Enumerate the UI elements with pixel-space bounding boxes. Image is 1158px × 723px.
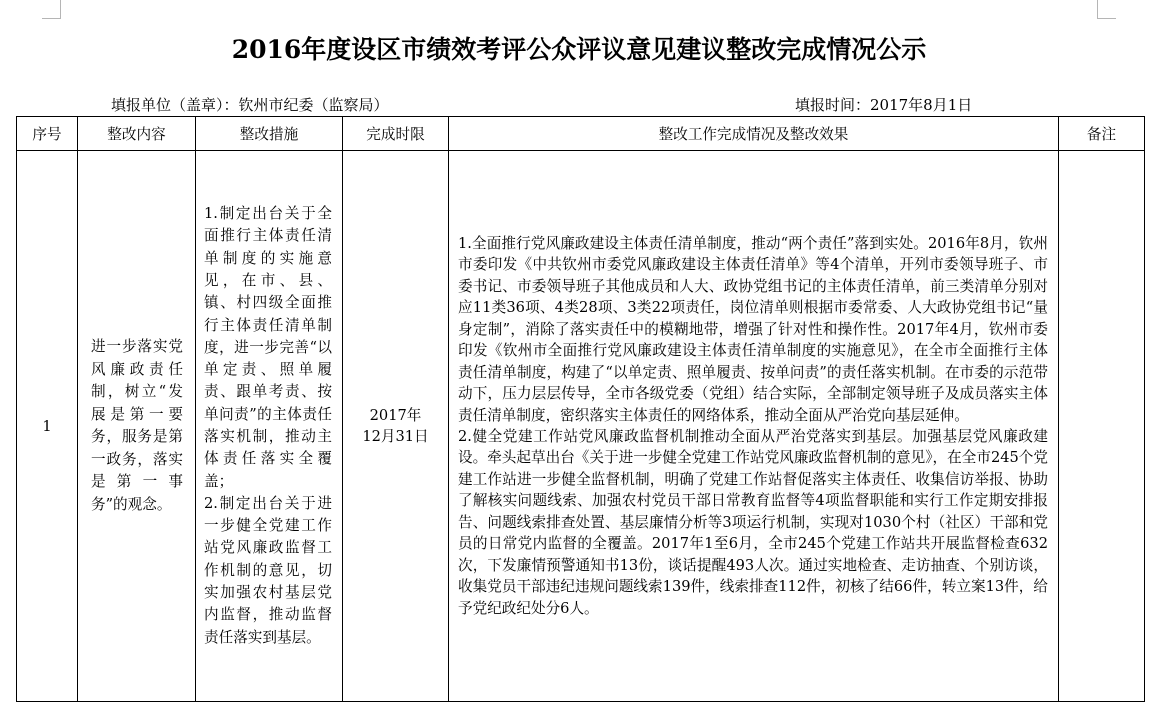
measure-item: 2.制定出台关于进一步健全党建工作站党风廉政监督工作机制的意见，切实加强农村基层党内监督，推动监督责任落实到基层。 xyxy=(204,494,332,646)
effect-paragraph: 1.全面推行党风廉政建设主体责任清单制度，推动“两个责任”落到实处。2016年8月，钦州市委印发《中共钦州市委党风廉政建设主体责任清单》等4个清单，开列市委领导班子、市委书记、市委领导班子其他成员和人大、政协党组书记的主体责任清单，前三类清单分别对应11类36项、4类28项、3类22项责任，岗位清单则根据市委常委、人大政协党组书记“量身定制”，消除了落实责任中的模糊地带，增强了针对性和操作性。2017年4月，钦州市委印发《钦州市全面推行党风廉政建设主体责任清单制度的实施意见》，在全市全面推行主体责任清单制度，构建了“以单定责、照单履责、按单问责”的责任落实机制。在市委的示范带动下，压力层层传导，全市各级党委（党组）结合实际，全部制定领导班子及成员落实主体责任清单制度，密织落实主体责任的网络体系，推动全面从严治党向基层延伸。 xyxy=(458,234,1048,424)
cell-number: 1 xyxy=(17,151,78,702)
document-title: 2016年度设区市绩效考评公众评议意见建议整改完成情况公示 xyxy=(231,35,927,64)
reporting-date: 填报时间：2017年8月1日 xyxy=(795,96,973,114)
cell-deadline xyxy=(343,151,449,702)
cell-measures xyxy=(196,151,343,702)
cell-effect xyxy=(449,151,1059,702)
header-effect: 整改工作完成情况及整改效果 xyxy=(449,117,1059,151)
header-number: 序号 xyxy=(17,117,78,151)
crop-mark-top-right-vertical xyxy=(1097,0,1098,18)
reporting-unit: 填报单位（盖章）：钦州市纪委（监察局） xyxy=(111,96,389,114)
table-row xyxy=(17,151,1145,702)
cell-note xyxy=(1059,151,1145,702)
cell-content: 进一步落实党风廉政责任制，树立“发展是第一要务，服务是第一政务，落实是第一事务”的观念。 xyxy=(78,151,196,702)
rectification-table xyxy=(16,116,1145,702)
crop-mark-top-right-horizontal xyxy=(1097,18,1116,19)
effect-paragraph: 2.健全党建工作站党风廉政监督机制推动全面从严治党落实到基层。加强基层党风廉政建设。牵头起草出台《关于进一步健全党建工作站党风廉政监督机制的意见》，在全市245个党建工作站进一步健全监督机制，明确了党建工作站督促落实主体责任、收集信访举报、协助了解核实问题线索、加强农村党员干部日常教育监督等4项监督职能和实行工作定期安排报告、问题线索排查处置、基层廉情分析等3项运行机制，实现对1030个村（社区）干部和党员的日常党内监督的全覆盖。2017年1至6月，全市245个党建工作站共开展监督检查632次，下发廉情预警通知书13份，谈话提醒493人次。通过实地检查、走访抽查、个别访谈，收集党员干部违纪违规问题线索139件，线索排查112件，初核了结66件，转立案13件，给予党纪政纪处分6人。 xyxy=(458,428,1048,617)
header-note: 备注 xyxy=(1059,117,1145,151)
header-content: 整改内容 xyxy=(78,117,196,151)
header-deadline: 完成时限 xyxy=(343,117,449,151)
header-measures: 整改措施 xyxy=(196,117,343,151)
crop-mark-top-left-vertical xyxy=(60,0,61,18)
deadline-day: 12月31日 xyxy=(362,428,429,445)
deadline-year: 2017年 xyxy=(369,407,422,424)
measure-item: 1.制定出台关于全面推行主体责任清单制度的实施意见，在市、县、镇、村四级全面推行主体责任清单制度，进一步完善“以单定责、照单履责、跟单考责、按单问责”的主体责任落实机制，推动主体责任落实全覆盖； xyxy=(204,205,332,490)
crop-mark-top-left-horizontal xyxy=(42,18,61,19)
table-header-row xyxy=(17,117,1145,151)
